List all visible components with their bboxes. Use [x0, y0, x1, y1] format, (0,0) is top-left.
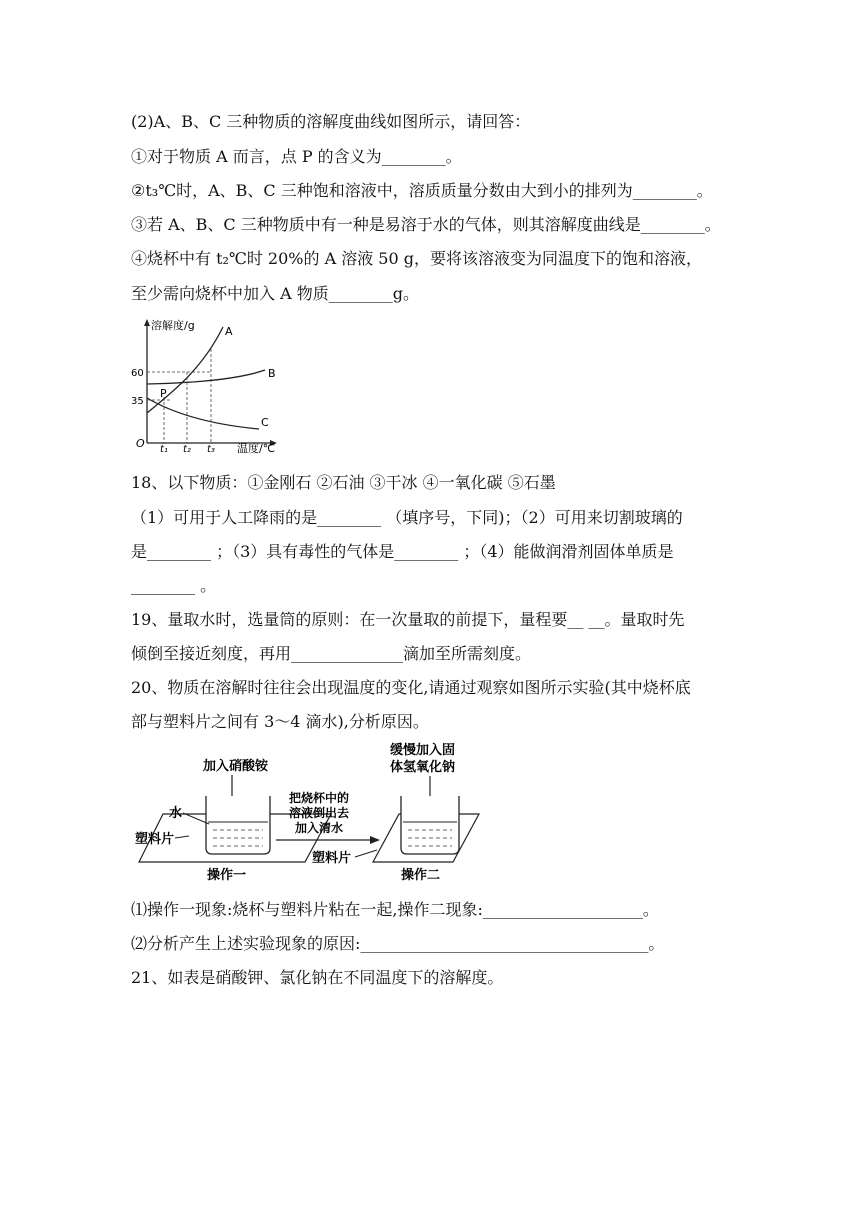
- q17-intro: (2)A、B、C 三种物质的溶解度曲线如图所示，请回答：: [131, 112, 531, 131]
- arrow-caption-line2: 溶液倒出去: [289, 806, 350, 820]
- arrow-caption-line3: 加入清水: [295, 821, 344, 835]
- curve-c-label: C: [261, 416, 269, 429]
- y-axis-arrow: [144, 319, 150, 326]
- q17-part3: ③若 A、B、C 三种物质中有一种是易溶于水的气体，则其溶解度曲线是________。: [131, 215, 721, 234]
- x-tick-t2: t₂: [183, 444, 191, 455]
- q17-part2: ②t₃℃时，A、B、C 三种饱和溶液中，溶质质量分数由大到小的排列为________。: [131, 181, 713, 200]
- plastic-sheet-label-2: 塑料片: [312, 851, 352, 866]
- water-pointer: [183, 813, 209, 824]
- add-naoh-label-line2: 体氢氧化钠: [390, 760, 456, 775]
- beaker-1: [206, 796, 270, 854]
- origin-label: O: [136, 437, 145, 450]
- q18-line1: 18、以下物质：①金刚石 ②石油 ③干冰 ④一氧化碳 ⑤石墨: [131, 473, 556, 492]
- operation-2-label: 操作二: [401, 868, 441, 883]
- plastic-sheet-label-1: 塑料片: [135, 832, 175, 847]
- process-arrow-head: [370, 836, 380, 844]
- q20-answer1: ⑴操作一现象:烧杯与塑料片粘在一起,操作二现象:____________________。: [131, 900, 659, 919]
- plastic-pointer-1: [175, 836, 189, 838]
- q20-line1: 20、物质在溶解时往往会出现温度的变化,请通过观察如图所示实验(其中烧杯底: [131, 678, 691, 697]
- q20-answer2: ⑵分析产生上述实验现象的原因:____________________________________。: [131, 934, 665, 953]
- q17-part1: ①对于物质 A 而言，点 P 的含义为________。: [131, 147, 462, 166]
- q21-line1: 21、如表是硝酸钾、氯化钠在不同温度下的溶解度。: [131, 968, 504, 987]
- q19-line1: 19、量取水时，选量筒的原则：在一次量取的前提下，量程要__ __。量取时先: [131, 610, 685, 629]
- solubility-graph: [131, 315, 281, 455]
- q20-line2: 部与塑料片之间有 3～4 滴水),分析原因。: [131, 712, 429, 731]
- x-axis-label: 温度/℃: [237, 442, 276, 455]
- y-axis-label: 溶解度/g: [151, 319, 195, 332]
- water-label: 水: [169, 806, 183, 821]
- x-tick-t1: t₁: [160, 444, 168, 455]
- add-naoh-label-line1: 缓慢加入固: [390, 743, 456, 758]
- q17-part4-line1: ④烧杯中有 t₂℃时 20%的 A 溶液 50 g，要将该溶液变为同温度下的饱和溶液，: [131, 249, 702, 268]
- point-p-label: P: [160, 387, 167, 400]
- experiment-figure: [131, 740, 481, 885]
- operation-1-label: 操作一: [207, 868, 247, 883]
- add-ammonium-nitrate-label: 加入硝酸铵: [203, 759, 269, 774]
- q17-part4-line2: 至少需向烧杯中加入 A 物质________g。: [131, 284, 419, 303]
- plastic-pointer-2: [355, 850, 377, 857]
- curve-a-label: A: [225, 325, 233, 338]
- q18-line3: 是________ ；（3）具有毒性的气体是________ ；（4）能做润滑剂固体单质是: [131, 542, 674, 561]
- q18-line4: ________ 。: [131, 576, 217, 595]
- arrow-caption-line1: 把烧杯中的: [289, 791, 350, 805]
- beaker-2: [401, 796, 459, 854]
- y-tick-60: 60: [131, 368, 144, 379]
- x-tick-t3: t₃: [207, 444, 215, 455]
- curve-b-label: B: [268, 367, 276, 380]
- y-tick-35: 35: [131, 396, 144, 407]
- q19-line2: 倾倒至接近刻度，再用______________滴加至所需刻度。: [131, 644, 532, 663]
- q18-line2: （1）可用于人工降雨的是________ （填序号，下同)；（2）可用来切割玻璃的: [131, 508, 683, 527]
